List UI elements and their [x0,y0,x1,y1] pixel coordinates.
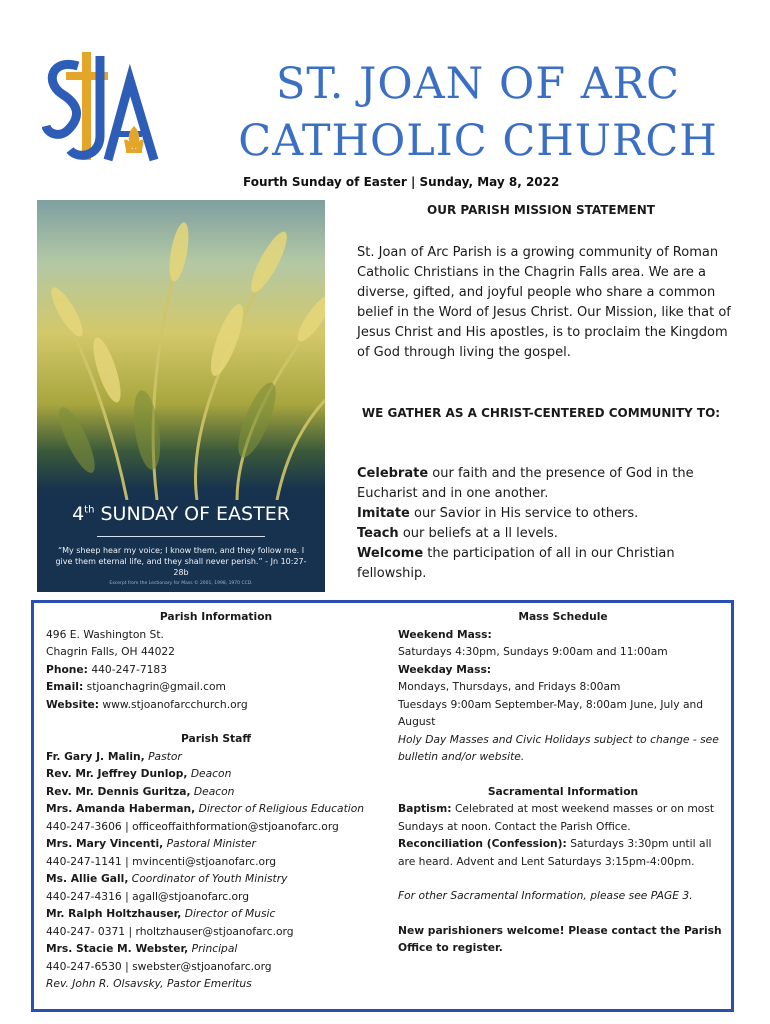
sacraments-heading: Sacramental Information [487,784,639,798]
website-row [46,696,386,714]
gather-item [357,464,732,504]
weekday-mass-label-text: Weekday Mass: [398,662,492,676]
weekday-mass-times: Mondays, Thursdays, and Fridays 8:00am [398,680,621,693]
other-sacraments-note [398,887,728,905]
phone-label: Phone: [46,662,88,676]
mass-schedule-column [398,608,728,957]
phone-value: 440-247-7183 [87,662,168,676]
staff-name: Fr. Gary J. Malin, [46,749,145,763]
address-line1: 496 E. Washington St. [46,627,164,641]
email-label: Email: [46,680,84,693]
email-link[interactable]: stjoanchagrin@gmail.com [83,680,226,693]
reconciliation-label: Reconciliation (Confession): [398,837,567,850]
staff-role: Pastoral Minister [163,837,256,850]
staff-contact: 440-247-6530 | swebster@stjoanofarc.org [46,959,272,973]
cover-copyright: Excerpt from the Lectionary for Mass © 2001, 1998, 1970 CCD. [109,581,253,586]
cover-title-text: SUNDAY OF EASTER [94,503,290,525]
gather-heading: WE GATHER AS A CHRIST-CENTERED COMMUNITY TO: [361,406,721,420]
staff-row [46,835,386,853]
weekday-mass-tuesday: Tuesdays 9:00am September-May, 8:00am June, July and August [398,697,704,728]
staff-role: Principal [188,942,238,955]
staff-name: Mr. Ralph Holtzhauser, [46,907,182,920]
gather-verb: Celebrate [357,466,429,481]
staff-contact: 440-247-3606 | officeoffaithformation@stjoanofarc.org [46,819,339,833]
phone-row [46,661,386,679]
gather-verb: Teach [357,526,399,541]
parish-info-heading: Parish Information [159,610,273,623]
staff-heading: Parish Staff [180,732,252,745]
staff-contact: 440-247-4316 | agall@stjoanofarc.org [46,889,250,903]
pastor-emeritus-text: Rev. John R. Olsavsky, Pastor Emeritus [46,977,252,990]
cover-divider [97,536,265,537]
staff-role: Pastor [144,749,182,763]
gather-text: our faith and the presence of God in the Eucharist and in one another. [357,466,694,501]
staff-role: Director of Music [181,907,276,920]
gather-text: our beliefs at a ll levels. [398,526,558,541]
new-parishioners-text: New parishioners welcome! Please contact the Parish Office to register. [398,923,722,954]
staff-role: Deacon [187,767,232,780]
staff-contact: 440-247- 0371 | rholtzhauser@stjoanofarc.org [46,924,294,938]
baptism-info [398,800,728,835]
staff-name: Mrs. Mary Vincenti, [46,837,164,850]
baptism-text: Celebrated at most weekend masses or on most Sundays at noon. Contact the Parish Office. [398,802,715,833]
gather-text: the participation of all in our Christian fellowship. [357,546,675,581]
new-parishioners-note [398,922,728,957]
gather-text: our Savior in His service to others. [409,506,639,521]
staff-name: Rev. Mr. Dennis Guritza, [46,784,191,798]
gather-item [357,504,732,524]
cover-title-suffix: th [84,504,95,516]
other-sacraments-text: For other Sacramental Information, please see PAGE 3. [398,889,693,902]
cover-title-number: 4 [72,503,85,525]
parish-info-column [46,608,386,993]
holy-day-note-text: Holy Day Masses and Civic Holidays subject to change - see bulletin and/or website. [398,732,719,763]
gather-item [357,544,732,584]
weekend-mass-label [398,626,728,644]
gather-verb: Welcome [357,546,424,561]
mission-statement: St. Joan of Arc Parish is a growing community of Roman Catholic Christians in the Chagrin Falls area. We are a diverse, gifted, and joyful people who share a common belief in the Word of Jesus Christ. Our Mission, like that of Jesus Christ and His apostles, is to proclaim the Kingdom of God through living the gospel. [357,245,731,360]
pastor-emeritus [46,975,386,993]
church-logo [42,50,170,166]
gather-item [357,524,732,544]
weekend-mass-times: Saturdays 4:30pm, Sundays 9:00am and 11:00am [398,645,668,658]
mission-heading: OUR PARISH MISSION STATEMENT [427,203,655,217]
church-name [198,56,758,170]
website-label: Website: [46,697,99,711]
weekend-mass-label-text: Weekend Mass: [398,627,492,641]
staff-row [46,748,386,766]
reconciliation-text: Saturdays 3:30pm until all are heard. Advent and Lent Saturdays 3:15pm-4:00pm. [398,837,712,868]
cover-scripture-quote: “My sheep hear my voice; I know them, and they follow me. I give them eternal life, and they shall never perish.” - Jn 10:27-28b [55,546,307,577]
staff-row [46,800,386,818]
staff-row [46,940,386,958]
baptism-label: Baptism: [398,802,452,815]
cover-title [37,503,325,525]
church-name-line2: CATHOLIC CHURCH [238,116,718,166]
staff-contact: 440-247-1141 | mvincenti@stjoanofarc.org [46,854,277,868]
address-line2: Chagrin Falls, OH 44022 [46,645,175,658]
staff-row [46,905,386,923]
staff-name: Mrs. Amanda Haberman, [46,802,196,815]
staff-role: Coordinator of Youth Ministry [128,872,288,885]
weekday-mass-label [398,661,728,679]
staff-name: Mrs. Stacie M. Webster, [46,942,189,955]
website-link[interactable]: www.stjoanofarcchurch.org [98,697,248,711]
staff-role: Director of Religious Education [195,802,365,815]
email-row [46,678,386,696]
staff-name: Ms. Allie Gall, [46,872,129,885]
bulletin-dateline: Fourth Sunday of Easter | Sunday, May 8, 2022 [243,175,560,189]
staff-role: Deacon [190,784,235,798]
gather-list [357,464,732,584]
staff-row [46,765,386,783]
holy-day-note [398,731,728,766]
church-name-line1: ST. JOAN OF ARC [275,59,681,109]
reconciliation-info [398,835,728,870]
easter-cover-image [37,200,325,592]
mass-schedule-heading: Mass Schedule [518,610,608,623]
staff-row [46,870,386,888]
staff-name: Rev. Mr. Jeffrey Dunlop, [46,767,188,780]
staff-row [46,783,386,801]
gather-verb: Imitate [357,506,410,521]
